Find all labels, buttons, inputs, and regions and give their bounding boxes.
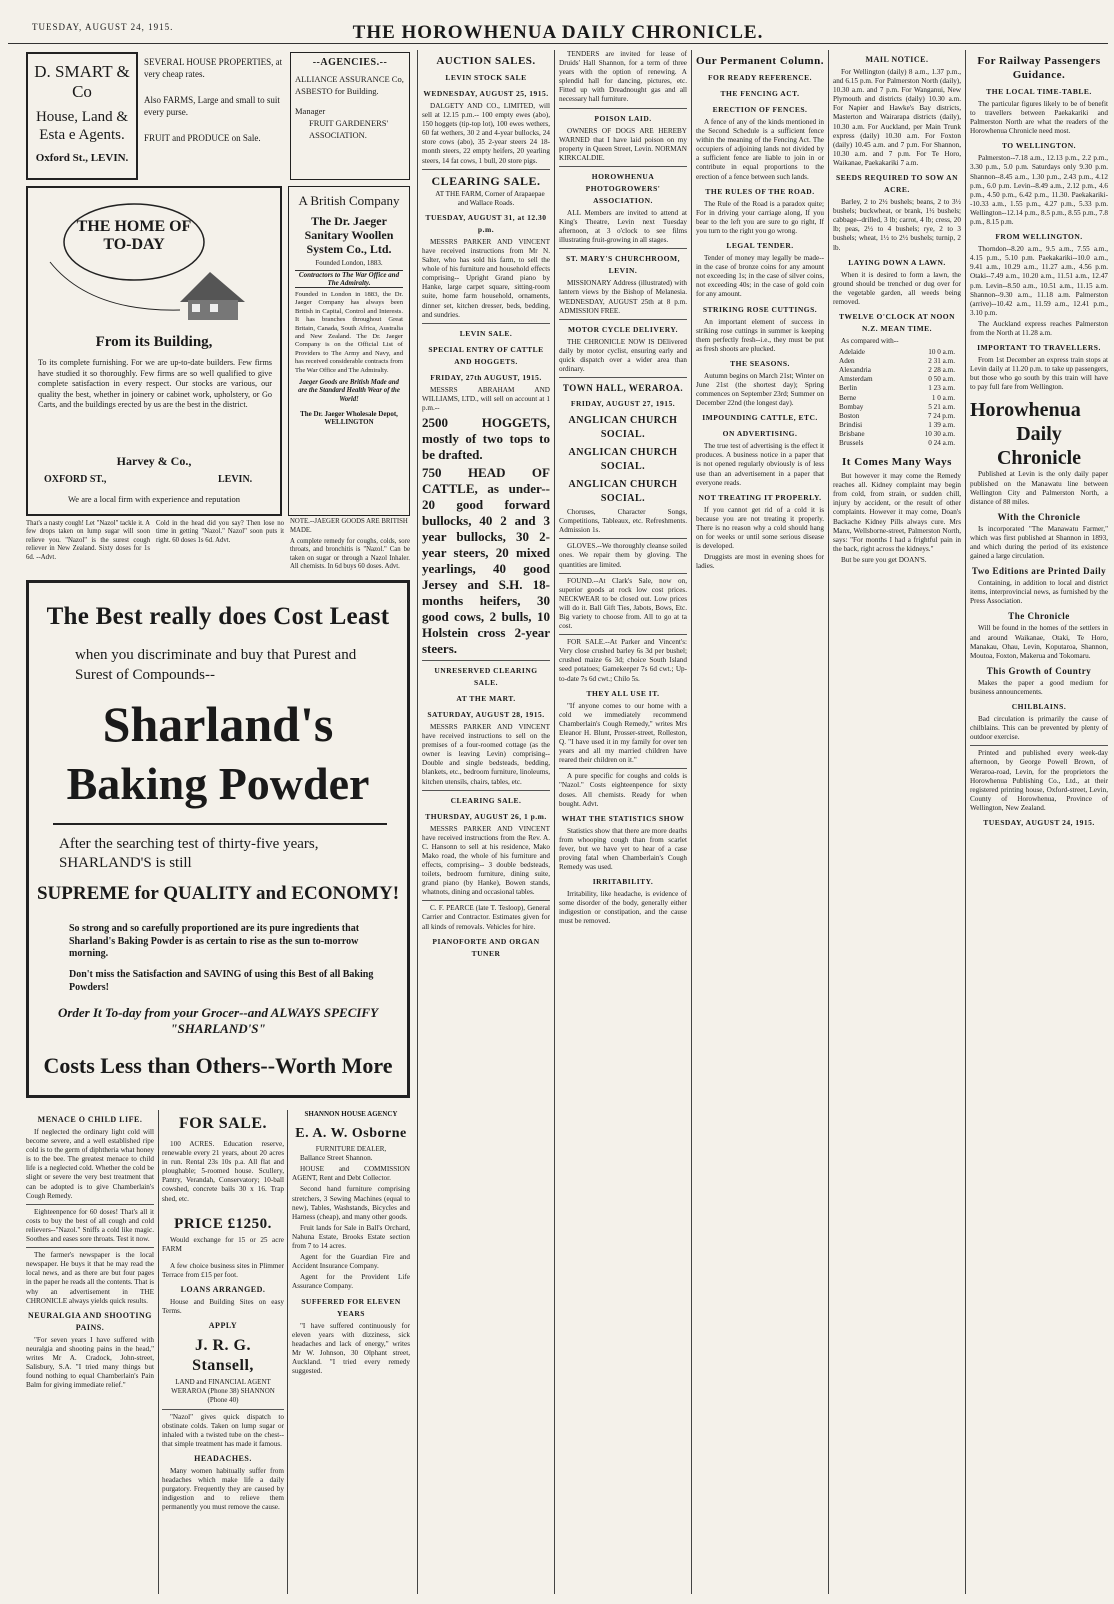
newspaper-title: THE HOROWHENUA DAILY CHRONICLE. [352,22,764,43]
time-row [839,384,955,393]
time-place: Amsterdam [839,375,873,384]
issue-date: TUESDAY, AUGUST 24, 1915. [32,22,174,32]
time-row [839,412,955,421]
time-value: 1 23 a.m. [928,384,955,393]
time-row [839,348,955,357]
sharland-product: Baking Powder [66,758,370,809]
railway-column: For Railway Passengers Guidance. THE LOCAL TIME-TABLE. The particular figures likely to be of benefit to travellers between Paekakariki and Palmerston North are what the readers of the Horowhenua Chronicle need most. TO WELLINGTON. Palmerston--7.18 a.m., 12.13 p.m., 2.2 p.m., 3.30 p.m., 5.0 p.m. Saturdays only 9.30 p.m. Shannon--8.45 a.m., 1.30 p.m., 2.43 p.m., 4.12 p.m., 6.0 p.m. Levin--8.49 a.m., 2.12 p.m., 4.6 p.m., 4.50 p.m., 6.42 p.m., 11.30. Paekakariki--10.33 a.m., 1.55 p.m., 4.27 p.m., 5.33 p.m. Wellington--12.14 p.m., 8.5 p.m., 8.55 p.m., 7.8 p.m., 8.15 p.m. FROM WELLINGTON. Thorndon--8.20 a.m., 9.5 a.m., 7.55 a.m., 4.15 p.m., 5.10 p.m. Paekakariki--10.0 a.m., 9.41 a.m., 10.29 a.m., 11.27 a.m., 4.56 p.m. Otaki--7.49 a.m., 10.20 a.m., 11.51 a.m., 12.47 p.m. Levin--8.50 a.m., 10.51 a.m., 11.15 a.m. Shannon--9.30 a.m., 11.18 a.m. Palmerston (arrive)--10.42 a.m., 11.59 a.m., 12.41 p.m., 3.10 p.m. The Auckland express reaches Palmerston from the North at 11.28 a.m. IMPORTANT TO TRAVELLERS. From 1st December an express train stops at Levin daily at 11.20 p.m. to take up passengers, but those who go south by this train will have to pay full fare from Wellington. Horowhenua Daily Chronicle Published at Levin is the only daily paper published on the Manawatu line between Wellington City and Palmerston North, a distance of 88 miles. With the Chronicle Is incorporated "The Manawatu Farmer," which was first published at Shannon in 1893, and which during the period of its existence gained a large circulation. Two Editions are Printed Daily Containing, in addition to local and district items, interprovincial news, as furnished by the Press Association. The Chronicle Will be found in the homes of the settlers in and around Waikanae, Otaki, Te Horo, Manakau, Ohau, Levin, Koputaroa, Shannon, Moutoa, Foxton, Makerua and Tokomaru. This Growth of Country Makes the paper a good medium for business announcements. CHILBLAINS. Bad circulation is primarily the cause of chilblains. This can be prevented by plenty of outdoor exercise. Printed and published every week-day afternoon, by George Powell Brown, of Weraroa-road, Levin, for the proprietors the Horowhenua Publishing Co., Ltd., at their registered printing house, Oxford-street, Levin, County of Horowhenua, Province of Wellington, New Zealand. TUESDAY, AUGUST 24, 1915. [970,55,1108,827]
smart-line1: House, Land & [35,109,129,125]
sharland-closer: Costs Less than Others--Worth More [43,1053,393,1078]
smart-name: D. SMART & Co [34,62,130,101]
time-place: Brussels [839,439,864,447]
remedy-ad: A complete remedy for coughs, colds, sore throats, and bronchitis is "Nazol." Can be taken on sugar or through a Nazol Inhaler. All chemists. In 6d buys 60 doses. Advt. [290,538,410,571]
time-value: 10 0 a.m. [928,348,955,357]
time-row [839,430,955,439]
time-row [839,357,955,366]
sharland-brand: Sharland's [102,696,334,752]
time-table [833,348,961,448]
time-value: 0 50 a.m. [928,375,955,384]
masthead [8,6,1108,44]
several-ad: SEVERAL HOUSE PROPERTIES, at very cheap rates. Also FARMS, Large and small to suit every purse. FRUIT and PRODUCE on Sale. [144,57,283,143]
time-place: Alexandria [839,366,871,375]
auction-column: AUCTION SALES. LEVIN STOCK SALE WEDNESDAY, AUGUST 25, 1915. DALGETY AND CO., LIMITED, will sell at 12.15 p.m.-- 100 empty ewes (abo), 150 hoggets (tip-top lot), 100 ewes wethers, 60 fat wethers, 30 2 and 4-year bullocks, 24 store cows (abo), 35 2-year steers 24 18-month steers, 22 empty heifers, 20 yearling steers, 14 fat cows, 1 bull, 20 store pigs. CLEARING SALE. AT THE FARM, Corner of Arapaepae and Wallace Roads. TUESDAY, AUGUST 31, at 12.30 p.m. MESSRS PARKER AND VINCENT have received instructions from Mr N. Salter, who has sold his farm, to sell the whole of his furniture and household effects comprising-- Upright Grand piano by Hanke, large carpet square, sitting-room suite, home farm household, ornaments, dinner set, kitchen dresser, beds, bedding, and sundries. LEVIN SALE. SPECIAL ENTRY OF CATTLE AND HOGGETS. FRIDAY, 27th AUGUST, 1915. MESSRS ABRAHAM AND WILLIAMS, LTD., will sell on account at 1 p.m.-- 2500 HOGGETS, mostly of two tops to be drafted. 750 HEAD OF CATTLE, as under-- 20 good forward bullocks, 40 2 and 3 year bullocks, 30 2-year steers, 20 mixed yearlings, 40 good Jersey and S.H. 18-months heifers, 30 good cows, 2 bulls, 10 Holstein cross 2-year steers. UNRESERVED CLEARING SALE. AT THE MART. SATURDAY, AUGUST 28, 1915. MESSRS PARKER AND VINCENT have received instructions to sell on the premises of a four-roomed cottage (as the owner is leaving Levin) comprising-- Double and single bedsteads, bedding, blankets, etc., bedroom furniture, linoleums, kitchen utensils, chairs, tables, etc. CLEARING SALE. THURSDAY, AUGUST 26, 1 p.m. MESSRS PARKER AND VINCENT have received instructions from the Rev. A. C. Hansonn to sell at his residence, Mako Mako road, the whole of his furniture and effects, comprising-- 3 double bedsteads, toilets, bedroom furniture, dining suite, grand piano (by Hanke), Bowen stands, whatnots, dining and occasional tables. C. F. PEARCE (late T. Tesloop), General Carrier and Contractor. Estimates given for all kinds of removals. Vehicles for hire. PIANOFORTE AND ORGAN TUNER [422,55,550,958]
nazol-ad-1: That's a nasty cough! Let "Nazol" tackle it. A few drops taken on lump sugar will soon relieve you. "Nazol" is the surest cough reliever in New Zealand. Sixty doses for 1s 6d. --Advt. [26,520,150,561]
time-place: Brisbane [839,429,865,438]
time-row [839,403,955,412]
home-heading: From its Building, [95,334,213,350]
time-value: 0 24 a.m. [928,439,955,447]
for-sale-column: FOR SALE. 100 ACRES. Education reserve, renewable every 21 years, about 20 acres in run. Rental 23s 10s p.a. All flat and ploughable; 5-roomed house. Scullery, Pantry, Verandah, Conservatory; 10-ball cowshed, concrete bails 30 x 16. Trap shed, etc. PRICE £1250. Would exchange for 15 or 25 acre FARM A few choice business sites in Plimmer Terrace from £15 per foot. LOANS ARRANGED. House and Building Sites on easy Terms. APPLY J. R. G. Stansell, LAND and FINANCIAL AGENT WERAROA (Phone 38) SHANNON (Phone 40) "Nazol" gives quick dispatch to obstinate colds. Taken on lump sugar or inhaled with a twisted tube on the chest--that simple treatment has made it famous. HEADACHES. Many women habitually suffer from headaches which make life a daily purgatory. Frequently they are caused by indigestion and to relieve them permanently you must remove the cause. [162,1115,284,1512]
osborne-column: SHANNON HOUSE AGENCY E. A. W. Osborne FURNITURE DEALER, Ballance Street Shannon. HOUSE and COMMISSION AGENT, Rent and Debt Collector. Second hand furniture comprising stretchers, 3 Sewing Machines (equal to new), Tables, Washstands, Bicycles and Harness (cheap), and many other goods. Fruit lands for Sale in Ball's Orchard, Nahuna Estate, Brooks Estate section from 7 to 14 acres. Agent for the Guardian Fire and Accident Insurance Company. Agent for the Provident Life Assurance Company. SUFFERED FOR ELEVEN YEARS "I have suffered continuously for eleven years with dizziness, sick headaches and lack of energy," writes Mr W. Johnson, 30 Olphant street, Auckland. "I tried every remedy suggested. [292,1110,410,1375]
home-firm: Harvey & Co., [116,454,192,468]
house-illustration [30,192,280,322]
time-row [839,439,955,448]
time-place: Berlin [839,384,857,393]
home-of-today-ad: THE HOME OF TO-DAY From its Building, To its complete furnishing. For we are up-to-date builders. Few firms have studied it so thoroughly. Few firms are so well qualified to give complete satisfaction in every respect. Our stocks are various, our quality the best, whether in joinery or cabinet work, upholstery, or Go Carts, and the buildings erected by us are the best in the district. Harvey & Co., OXFORD ST., LEVIN. We are a local firm with experience and reputation [26,186,282,516]
time-place: Boston [839,411,860,420]
time-value: 5 21 a.m. [928,402,955,411]
time-row [839,394,955,403]
smart-address: Oxford St., LEVIN. [35,152,129,164]
menace-column: MENACE O CHILD LIFE. If neglected the ordinary light cold will become severe, and a well established ripe cold is to the germ of diphtheria what honey is to the bee. The greatest menace to child life is a neglected cold. Whether the cold be slight or severe the very best treatment that can be adopted is to give Chamberlain's Cough Remedy. Eighteenpence for 60 doses! That's all it costs to buy the best of all cough and cold relievers--"Nazol." Sniffs a cold like magic. Soothes and eases sore throats. Test it now. The farmer's newspaper is the local newspaper. He buys it that he may read the local news, and as there are but four pages in the paper he reads all the contents. That is why an advertisement in THE CHRONICLE always yields quick results. NEURALGIA AND SHOOTING PAINS. "For seven years I have suffered with neuralgia and shooting pains in the head," writes Mr A. Cradock, John-street, Salisbury, S.A. "I tried many things but found nothing to equal Chamberlain's Pain Balm for giving immediate relief." [26,1115,154,1390]
home-title: THE HOME OF TO-DAY [76,218,192,253]
time-value: 10 30 a.m. [924,429,955,438]
newspaper-page [8,6,1108,1598]
time-place: Berne [839,393,857,402]
time-row [839,421,955,430]
jaeger-ad: A British Company The Dr. Jaeger Sanitary Woollen System Co., Ltd. Founded London, 1883. Contractors to The War Office and The Admiralty. Founded in London in 1883, the Dr. Jaeger Company has always been British in Capital, Control and Interests. It has branches throughout Great Britain, Canada, South Africa, Australia and New Zealand. The Dr. Jaeger Company is on the Official List of Providers to The Army and Navy, and has received considerable contracts from The War Office and The Admiralty. Jaeger Goods are British Made and are the Standard Health Wear of the World! The Dr. Jaeger Wholesale Depot, WELLINGTON [288,186,410,516]
agencies-ad: --AGENCIES.-- ALLIANCE ASSURANCE Co, ASBESTO for Building. Manager FRUIT GARDENERS' ASSOCIATION. [290,52,410,180]
home-body: To its complete furnishing. For we are up-to-date builders. Few firms have studied it so thoroughly. Few firms are so well qualified to give complete satisfaction in every respect. Our stocks are various, our quality the best, whether in joinery or cabinet work, upholstery, or Go Carts, and the buildings erected by us are the best in the district. [38,358,272,409]
permanent-column: Our Permanent Column. FOR READY REFERENCE. THE FENCING ACT. ERECTION OF FENCES. A fence of any of the kinds mentioned in the Second Schedule is a sufficient fence within the meaning of the Fencing Act. The occupiers of adjoining lands not divided by a sufficient fence are liable to join in or contribute in equal proportions to the erection of a fence between such lands. THE RULES OF THE ROAD. The Rule of the Road is a paradox quite; For in driving your carriage along, If you bear to the left you are sure to go right, If you turn to the right you go wrong. LEGAL TENDER. Tender of money may legally be made--in the case of bronze coins for any amount not exceeding 1s; in the case of silver coins, not exceeding 40s; in the case of gold coin for any amount. STRIKING ROSE CUTTINGS. An important element of success in striking rose cuttings in summer is keeping them perfectly fresh--i.e., they must be put as fresh shoots are plucked. THE SEASONS. Autumn begins on March 21st; Winter on June 21st (the shortest day); Spring commences on September 23rd; Summer on December 22nd (the longest day). IMPOUNDING CATTLE, ETC. ON ADVERTISING. The true test of advertising is the effect it produces. A business notice in a paper that is not opened regularly obviously is of less use than an advertisement in a paper that everyone reads. NOT TREATING IT PROPERLY. If you cannot get rid of a cold it is because you are not treating it properly. There is no reason why a cold should hang on for weeks or until some serious disease is developed. Druggists are most in evening shoes for ladies. [696,55,824,571]
time-place: Bombay [839,402,864,411]
smart-line2: Esta e Agents. [39,127,125,143]
time-row [839,366,955,375]
time-value: 7 24 p.m. [927,411,955,420]
time-row [839,375,955,384]
sharland-supreme: SUPREME for QUALITY and ECONOMY! [36,883,400,904]
time-value: 1 0 a.m. [931,393,955,402]
time-place: Adelaide [839,348,865,357]
sharland-headline: The Best really does Cost Least [46,603,390,630]
time-value: 1 39 a.m. [928,420,955,429]
notices-column: TENDERS are invited for lease of Druids' Hall Shannon, for a term of three years with the option of renewing. A splendid hall for dancing, pictures, etc. Fitted up with Dreadnought gas and all necessary hall furniture. POISON LAID. OWNERS OF DOGS ARE HEREBY WARNED that I have laid poison on my property in Queen Street, Levin. NORMAN KIRKCALDIE. HOROWHENUA PHOTOGROWERS' ASSOCIATION. ALL Members are invited to attend at King's Theatre, Levin next Tuesday afternoon, at 3 o'clock to see films illustrating fruit-growing in all stages. ST. MARY'S CHURCHROOM, LEVIN. MISSIONARY Address (illustrated) with lantern views by the Bishop of Melanesia. WEDNESDAY, AUGUST 25th at 8 p.m. ADMISSION FREE. MOTOR CYCLE DELIVERY. THE CHRONICLE NOW IS DElivered daily by motor cyclist, ensuring early and quick dispatch over a wider area than ordinary. TOWN HALL, WERAROA. FRIDAY, AUGUST 27, 1915. ANGLICAN CHURCH SOCIAL. ANGLICAN CHURCH SOCIAL. ANGLICAN CHURCH SOCIAL. Choruses, Character Songs, Competitions, Tableaux, etc. Refreshments. Admission 1s. GLOVES.--We thoroughly cleanse soiled ones. We repair them by gloving. The quantities are limited. FOUND.--At Clark's Sale, now on, superior goods at rock low cost prices. NECKWEAR to be closed out. Low prices will do it. Ball Gift Ties, Jabots, Bows, Etc. Big variety to choose from. All to go at ta cost. FOR SALE.--At Parker and Vincent's: Very close crushed barley 6s 3d per bushel; crushed maize 6s 3d; choice South Island seed potatoes; Gamekeeper 7s 6d cwt.; Up-to-date 7s 6d cwt.; Chilo 5s. THEY ALL USE IT. "If anyone comes to our home with a cold we immediately recommend Chamberlain's Cough Remedy," writes Mrs Eleanor H. Blunt, Prosser-street, Rolleston, Q. "I have used it in my family for over ten years and all my married children have reared their children on it." A pure specific for coughs and colds is "Nazol." Costs eighteenpence for sixty doses. All chemists. Ready for when bought. Advt. WHAT THE STATISTICS SHOW Statistics show that there are more deaths from whooping cough than from scarlet fever, but we have yet to hear of a case proving fatal when Chamberlain's Cough Remedy was used. IRRITABILITY. Irritability, like headache, is evidence of some disorder of the body, generally either indigestion or constipation, and the cause must be removed. [559,50,687,926]
time-value: 2 28 a.m. [928,366,955,375]
time-place: Aden [839,357,855,366]
jaeger-note: NOTE.--JAEGER GOODS ARE BRITISH MADE. [290,518,408,534]
sharland-ad: The Best really does Cost Least when you discriminate and buy that Purest and Surest of Compounds-- Sharland's Baking Powder After the searching test of thirty-five years, SHARLAND'S is still SUPREME for QUALITY and ECONOMY! So strong and so carefully proportioned are its pure ingredients that Sharland's Baking Powder is as certain to rise as the sun to-morrow morning. Don't miss the Satisfaction and SAVING of using this Best of all Baking Powders! Order It To-day from your Grocer--and ALWAYS SPECIFY "SHARLAND'S" Costs Less than Others--Worth More [26,580,410,1098]
smart-ad [26,52,138,180]
cold-ad: Cold in the head did you say? Then lose no time in getting "Nazol." Nazol" soon puts it right. 60 doses 1s 6d. Advt. [156,520,284,544]
time-place: Brindisi [839,420,863,429]
time-value: 2 31 a.m. [928,357,955,366]
mail-column: MAIL NOTICE. For Wellington (daily) 8 a.m., 1.37 p.m., and 6.15 p.m. For Palmerston North (daily), 10.30 a.m. and 7 p.m. For Wanganui, New Plymouth and districts (daily) 10.30 a.m. For Napier and Hawke's Bay districts, Masterton and Wairarapa districts (daily), 10.30 a.m. For Auckland, per Main Trunk express (daily) 10.30 a.m. For Foxton (daily) 10.45 a.m. and 7 p.m. For Shannon, 10.30 a.m. and 7 p.m. For Te Horo, Waikanae, Paekakariki 7 a.m. SEEDS REQUIRED TO SOW AN ACRE. Barley, 2 to 2½ bushels; beans, 2 to 3½ bushels; buckwheat, or brank, 1½ bushels; cabbage--drilled, 3 lb; carrot, 4 lb; cress, 20 lb; peas, 2½ to 4 bushels; rye, 2 to 3 bushels; wheat, 1½ to 2½ bushels; turnip, 2 lb. LAYING DOWN A LAWN. When it is desired to form a lawn, the ground should be trenched or dug over for the vegetable garden, all weeds being removed. TWELVE O'CLOCK AT NOON N.Z. MEAN TIME. As compared with-- Adelaide 10 0 a.m. Aden 2 31 a.m. Alexandria 2 28 a.m. Amsterdam 0 50 a.m. Berlin 1 23 a.m. Berne 1 0 a.m. Bombay 5 21 a.m. Boston 7 24 p.m. Brindisi 1 39 a.m. Brisbane 10 30 a.m. Brussels 0 24 a.m. It Comes Many Ways But however it may come the Remedy reaches all. Kidney complaint may begin from cold, from strain, or sudden chill, injury by accident, or the result of other complaints. However it may come, Doan's Backache Kidney Pills always cure. Mrs Manx, Wellsborne-street, Palmerston North, says: "For months I had a frightful pain in the back, right across the kidneys." But be sure you get DOAN'S. [833,55,961,564]
